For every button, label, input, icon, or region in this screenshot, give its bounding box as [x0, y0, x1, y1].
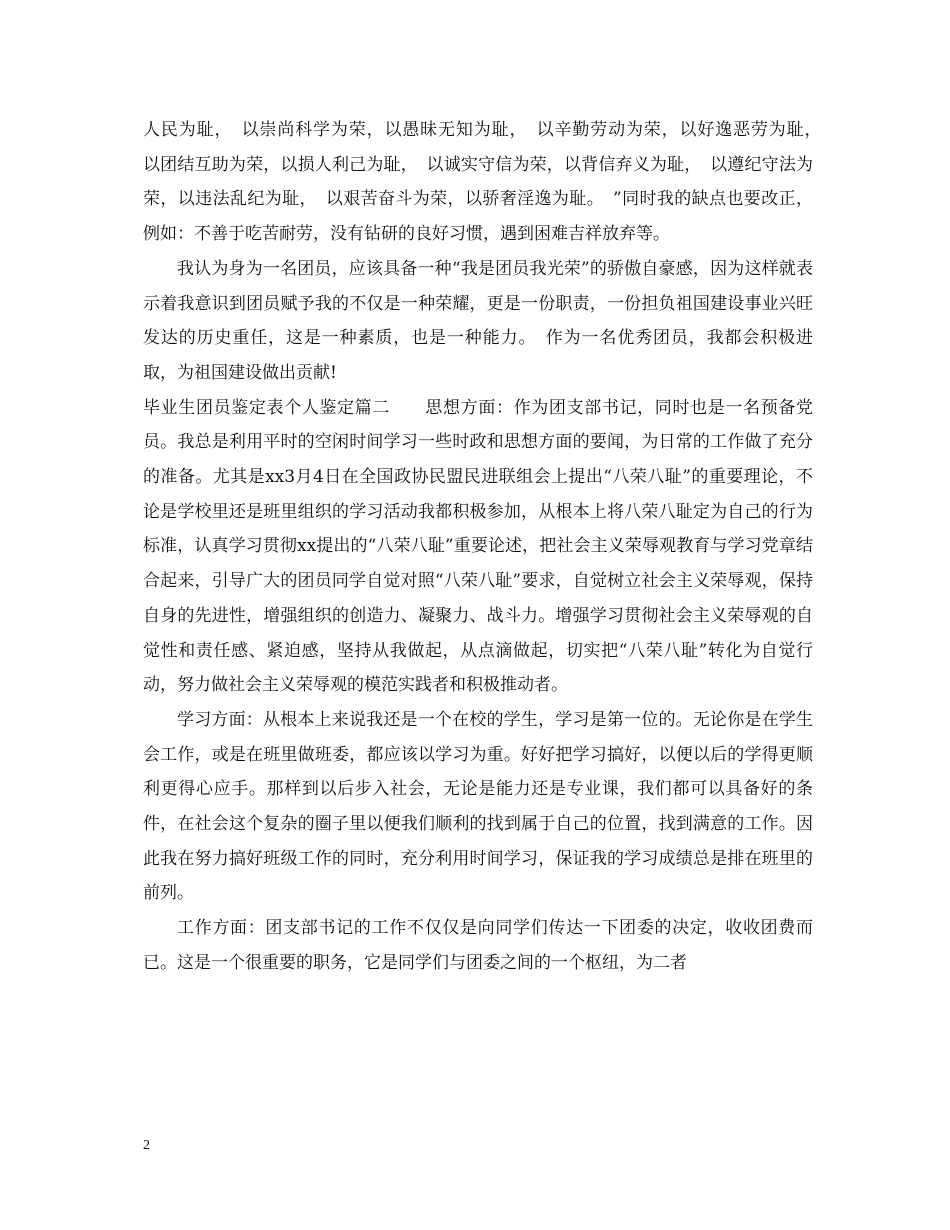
page-number: 2 — [143, 1138, 150, 1153]
document-body — [143, 113, 830, 981]
paragraph-work: 工作方面：团支部书记的工作不仅仅是向同学们传达一下团委的决定，收收团费而已。这是一个很重要的职务，它是同学们与团委之间的一个枢纽，为二者 — [143, 918, 813, 973]
paragraph-study: 学习方面：从根本上来说我还是一个在校的学生，学习是第一位的。无论你是在学生会工作，或是在班里做班委，都应该以学习为重。好好把学习搞好，以便以后的学得更顺利更得心应手。那样到以后步入社会，无论是能力还是专业课，我们都可以具备好的条件，在社会这个复杂的圈子里以便我们顺利的找到属于自己的位置，找到满意的工作。因此我在努力搞好班级工作的同时，充分利用时间学习，保证我的学习成绩总是排在班里的前列。 — [143, 709, 813, 904]
paragraph-section-two-thinking: 毕业生团员鉴定表个人鉴定篇二 思想方面：作为团支部书记，同时也是一名预备党员。我总是利用平时的空闲时间学习一些时政和思想方面的要闻，为日常的工作做了充分的准备。尤其是xx3月4日在全国政协民盟民进联组会上提出“八荣八耻”的重要理论，不论是学校里还是班里组织的学习活动我都积极参加，从根本上将八荣八耻定为自己的行为标准，认真学习贯彻xx提出的“八荣八耻”重要论述，把社会主义荣辱观教育与学习党章结合起来，引导广大的团员同学自觉对照“八荣八耻”要求，自觉树立社会主义荣辱观，保持自身的先进性，增强组织的创造力、凝聚力、战斗力。增强学习贯彻社会主义荣辱观的自觉性和责任感、紧迫感，坚持从我做起，从点滴做起，切实把“八荣八耻”转化为自觉行动，努力做社会主义荣辱观的模范实践者和积极推动者。 — [143, 397, 813, 696]
paragraph-team-member-pride: 我认为身为一名团员，应该具备一种“我是团员我光荣”的骄傲自豪感，因为这样就表示着我意识到团员赋予我的不仅是一种荣耀，更是一份职责，一份担负祖国建设事业兴旺发达的历史重任，这是一种素质，也是一种能力。 作为一名优秀团员，我都会积极进取，为祖国建设做出贡献! — [143, 258, 813, 383]
paragraph-continuation: 人民为耻， 以崇尚科学为荣，以愚昧无知为耻， 以辛勤劳动为荣，以好逸恶劳为耻， 以团结互助为荣，以损人利己为耻， 以诚实守信为荣，以背信弃义为耻， 以遵纪守法为荣，以违法乱纪为耻， 以艰苦奋斗为荣，以骄奢淫逸为耻。 ”同时我的缺点也要改正，例如：不善于吃苦耐劳，没有钻研的良好习惯，遇到困难吉祥放弃等。 — [143, 120, 830, 245]
